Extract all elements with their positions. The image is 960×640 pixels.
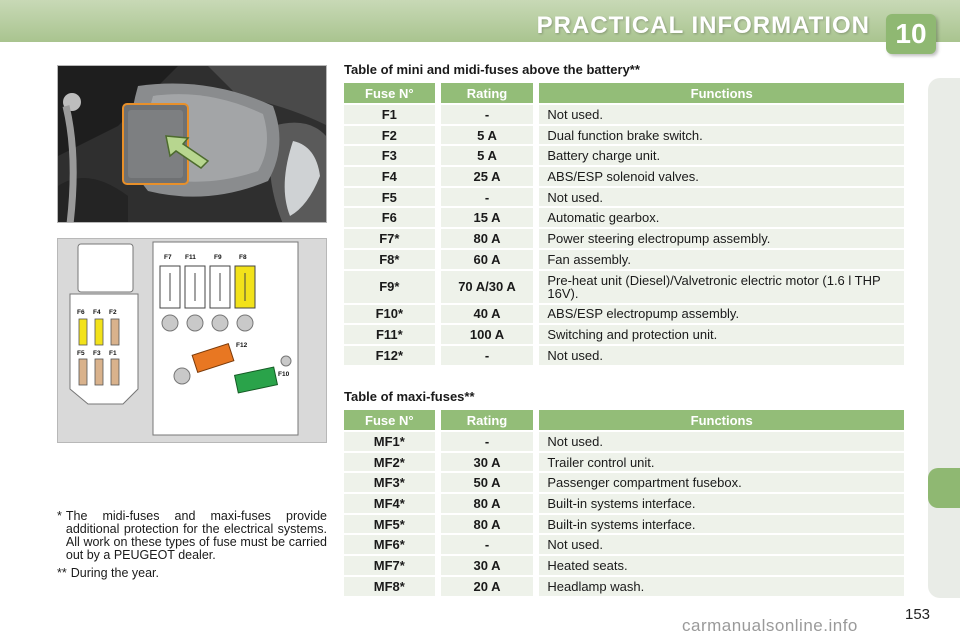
- table-row: [344, 271, 904, 303]
- table-row: [344, 494, 904, 513]
- function-cell: Power steering electropump assembly.: [539, 229, 904, 248]
- function-cell: Trailer control unit.: [539, 453, 904, 472]
- fuse-number-cell: MF8*: [344, 577, 435, 596]
- rating-cell: -: [441, 188, 534, 207]
- col-functions: Functions: [539, 410, 904, 430]
- label-f3: F3: [93, 350, 101, 357]
- table-row: [344, 577, 904, 596]
- label-f2: F2: [109, 309, 117, 316]
- rating-cell: 40 A: [441, 305, 534, 324]
- table-row: [344, 229, 904, 248]
- mini-fuse-table: [344, 81, 904, 367]
- fuse-number-cell: MF1*: [344, 432, 435, 451]
- rating-cell: 5 A: [441, 146, 534, 165]
- col-fuse-number: Fuse N°: [344, 83, 435, 103]
- function-cell: Not used.: [539, 346, 904, 365]
- rating-cell: 80 A: [441, 229, 534, 248]
- fuse-number-cell: MF5*: [344, 515, 435, 534]
- col-rating: Rating: [441, 83, 534, 103]
- function-cell: Headlamp wash.: [539, 577, 904, 596]
- page-number: 153: [905, 606, 931, 623]
- function-cell: Passenger compartment fusebox.: [539, 473, 904, 492]
- function-cell: Not used.: [539, 432, 904, 451]
- function-cell: Dual function brake switch.: [539, 126, 904, 145]
- function-cell: Built-in systems interface.: [539, 494, 904, 513]
- table-row: [344, 556, 904, 575]
- fuse-number-cell: MF3*: [344, 473, 435, 492]
- label-f4: F4: [93, 309, 101, 316]
- label-f11: F11: [185, 254, 196, 261]
- function-cell: Built-in systems interface.: [539, 515, 904, 534]
- fuse-number-cell: F12*: [344, 346, 435, 365]
- table-row: [344, 188, 904, 207]
- fuse-number-cell: MF6*: [344, 535, 435, 554]
- engine-bay-photo: [57, 65, 327, 223]
- rating-cell: 30 A: [441, 453, 534, 472]
- rating-cell: 80 A: [441, 494, 534, 513]
- mini-table-title: Table of mini and midi-fuses above the battery**: [344, 62, 640, 77]
- table-row: [344, 167, 904, 186]
- fuse-number-cell: F1: [344, 105, 435, 124]
- fuse-number-cell: F2: [344, 126, 435, 145]
- function-cell: Battery charge unit.: [539, 146, 904, 165]
- chapter-number: 10: [895, 18, 927, 49]
- fuse-number-cell: F6: [344, 208, 435, 227]
- function-cell: Not used.: [539, 105, 904, 124]
- page-title: PRACTICAL INFORMATION: [536, 12, 870, 39]
- maxi-fuse-table: [344, 408, 904, 598]
- label-f6: F6: [77, 309, 85, 316]
- footnote-mark: *: [57, 509, 62, 523]
- footnote: [57, 510, 327, 562]
- label-f5: F5: [77, 350, 85, 357]
- label-f10: F10: [278, 371, 290, 378]
- rating-cell: 70 A/30 A: [441, 271, 534, 303]
- function-cell: ABS/ESP solenoid valves.: [539, 167, 904, 186]
- rating-cell: 30 A: [441, 556, 534, 575]
- fuse-number-cell: F9*: [344, 271, 435, 303]
- col-functions: Functions: [539, 83, 904, 103]
- function-cell: Not used.: [539, 535, 904, 554]
- rating-cell: -: [441, 346, 534, 365]
- fuse-number-cell: F8*: [344, 250, 435, 269]
- table-row: [344, 346, 904, 365]
- rating-cell: -: [441, 432, 534, 451]
- mini-table-header: [344, 83, 904, 103]
- footnote: [57, 567, 327, 580]
- fuse-number-cell: F11*: [344, 325, 435, 344]
- footnote-text: The midi-fuses and maxi-fuses provide additional protection for the electrical systems. All work on these types of fuse must be carried out by a PEUGEOT dealer.: [65, 509, 327, 562]
- table-row: [344, 105, 904, 124]
- footnotes: [57, 510, 327, 585]
- mini-table-body: [344, 105, 904, 365]
- fusebox-diagram: [57, 238, 327, 443]
- fuse-number-cell: F7*: [344, 229, 435, 248]
- rating-cell: 50 A: [441, 473, 534, 492]
- function-cell: ABS/ESP electropump assembly.: [539, 305, 904, 324]
- col-fuse-number: Fuse N°: [344, 410, 435, 430]
- label-f8: F8: [239, 254, 247, 261]
- chapter-badge: [886, 14, 936, 54]
- side-rail: [928, 78, 960, 598]
- label-f9: F9: [214, 254, 222, 261]
- table-row: [344, 325, 904, 344]
- table-row: [344, 208, 904, 227]
- fuse-number-cell: F4: [344, 167, 435, 186]
- watermark: carmanualsonline.info: [682, 616, 858, 635]
- footnote-mark: **: [57, 566, 67, 580]
- function-cell: Heated seats.: [539, 556, 904, 575]
- rating-cell: 100 A: [441, 325, 534, 344]
- maxi-table-body: [344, 432, 904, 596]
- rating-cell: 60 A: [441, 250, 534, 269]
- table-row: [344, 126, 904, 145]
- fuse-number-cell: MF7*: [344, 556, 435, 575]
- col-rating: Rating: [441, 410, 534, 430]
- rating-cell: -: [441, 535, 534, 554]
- table-row: [344, 515, 904, 534]
- rating-cell: 20 A: [441, 577, 534, 596]
- table-row: [344, 305, 904, 324]
- fuse-number-cell: MF2*: [344, 453, 435, 472]
- rating-cell: 15 A: [441, 208, 534, 227]
- fuse-number-cell: F10*: [344, 305, 435, 324]
- function-cell: Fan assembly.: [539, 250, 904, 269]
- table-row: [344, 535, 904, 554]
- footnote-text: During the year.: [70, 566, 159, 580]
- maxi-table-title: Table of maxi-fuses**: [344, 389, 475, 404]
- table-row: [344, 453, 904, 472]
- table-row: [344, 432, 904, 451]
- rating-cell: 25 A: [441, 167, 534, 186]
- function-cell: Pre-heat unit (Diesel)/Valvetronic electric motor (1.6 l THP 16V).: [539, 271, 904, 303]
- fuse-number-cell: F5: [344, 188, 435, 207]
- label-f7: F7: [164, 254, 172, 261]
- function-cell: Automatic gearbox.: [539, 208, 904, 227]
- fusebox-illustration: [58, 239, 327, 443]
- fuse-number-cell: F3: [344, 146, 435, 165]
- table-row: [344, 250, 904, 269]
- rating-cell: 5 A: [441, 126, 534, 145]
- rating-cell: 80 A: [441, 515, 534, 534]
- label-f12: F12: [236, 342, 248, 349]
- fuse-number-cell: MF4*: [344, 494, 435, 513]
- table-row: [344, 146, 904, 165]
- table-row: [344, 473, 904, 492]
- function-cell: Not used.: [539, 188, 904, 207]
- function-cell: Switching and protection unit.: [539, 325, 904, 344]
- engine-bay-illustration: [58, 66, 327, 223]
- rating-cell: -: [441, 105, 534, 124]
- chapter-tab: [928, 468, 960, 508]
- maxi-table-header: [344, 410, 904, 430]
- label-f1: F1: [109, 350, 117, 357]
